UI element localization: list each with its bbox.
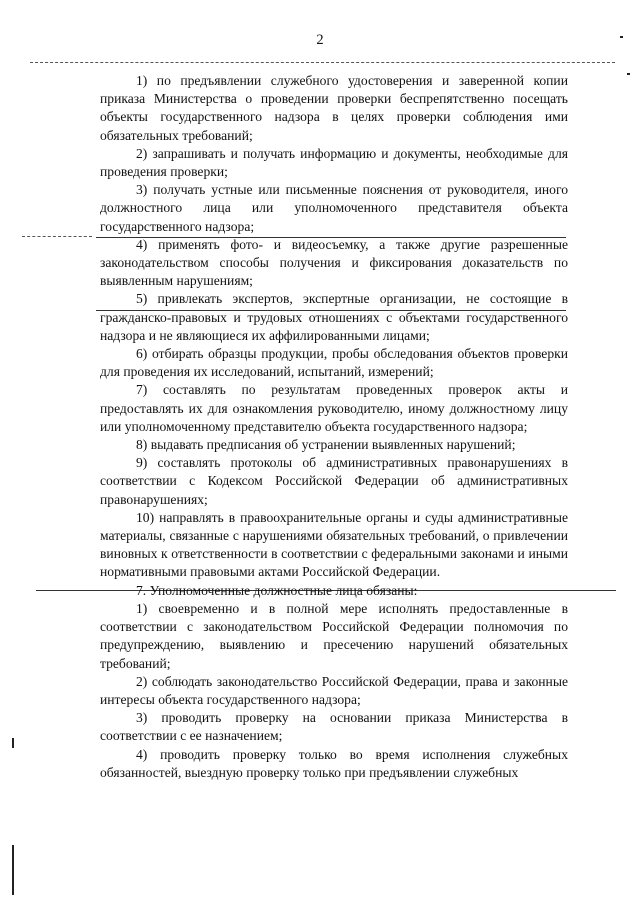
scan-mark-right-mid <box>627 73 630 75</box>
page-number: 2 <box>316 32 324 48</box>
paragraph-item-5: 5) привлекать экспертов, экспертные организации, не состоящие в гражданско-правовых и трудовых отношениях с объектами государственного надзора и не являющиеся их аффилированными лицами; <box>100 291 568 343</box>
paragraph-item-9: 9) составлять протоколы об административных правонарушениях в соответствии с Кодексом Российской Федерации об административных правонарушениях; <box>100 455 568 507</box>
section-7-heading: 7. Уполномоченные должностные лица обязаны: <box>136 582 418 598</box>
paragraph-item-7: 7) составлять по результатам проведенных проверок акты и предоставлять их для ознакомления руководителю, иному должностному лицу или уполномоченному представителю объекта государственного надзора; <box>100 382 568 434</box>
paragraph-item-4: 4) применять фото- и видеосъемку, а также другие разрешенные законодательством способы получения и фиксирования доказательств по выявленным нарушениям; <box>100 236 568 289</box>
duty-item-2: 2) соблюдать законодательство Российской Федерации, права и законные интересы объекта государственного надзора; <box>100 673 568 707</box>
paragraph-item-8: 8) выдавать предписания об устранении выявленных нарушений; <box>136 437 516 453</box>
duty-item-4: 4) проводить проверку только во время исполнения служебных обязанностей, выездную проверку только при предъявлении служебных <box>100 746 568 780</box>
scan-mark-right-top <box>620 36 623 38</box>
scan-line-under-item-3 <box>22 236 92 237</box>
duty-item-1: 1) своевременно и в полной мере исполнять предоставленные в соответствии с законодательством Российской Федерации полномочия по предупреждению, выявлению и пресечению нарушений обязательных требований; <box>100 600 568 671</box>
scan-line-top <box>30 62 615 63</box>
duty-item-3: 3) проводить проверку на основании приказа Министерства в соответствии с ее назначением; <box>100 710 568 744</box>
scan-mark-left-low <box>12 738 14 748</box>
paragraph-item-10: 10) направлять в правоохранительные органы и суды административные материалы, связанные с нарушениями обязательных требований, о привлечении виновных к ответственности в соответствии с федеральными законами и иными нормативными правовыми актами Российской Федерации. <box>100 509 568 580</box>
body-text <box>100 72 568 782</box>
paragraph-item-6: 6) отбирать образцы продукции, пробы обследования объектов проверки для проведения их исследований, испытаний, измерений; <box>100 346 568 380</box>
scan-mark-left-bottom <box>12 845 14 895</box>
paragraph-item-2: 2) запрашивать и получать информацию и документы, необходимые для проведения проверки; <box>100 145 568 180</box>
paragraph-item-3: 3) получать устные или письменные пояснения от руководителя, иного должностного лица или уполномоченного представителя объекта государственного надзора; <box>100 182 568 234</box>
paragraph-item-1: 1) по предъявлении служебного удостоверения и заверенной копии приказа Министерства о проведении проверки беспрепятственно посещать объекты государственного надзора в целях проверки соблюдения ими обязательных требований; <box>100 73 568 143</box>
